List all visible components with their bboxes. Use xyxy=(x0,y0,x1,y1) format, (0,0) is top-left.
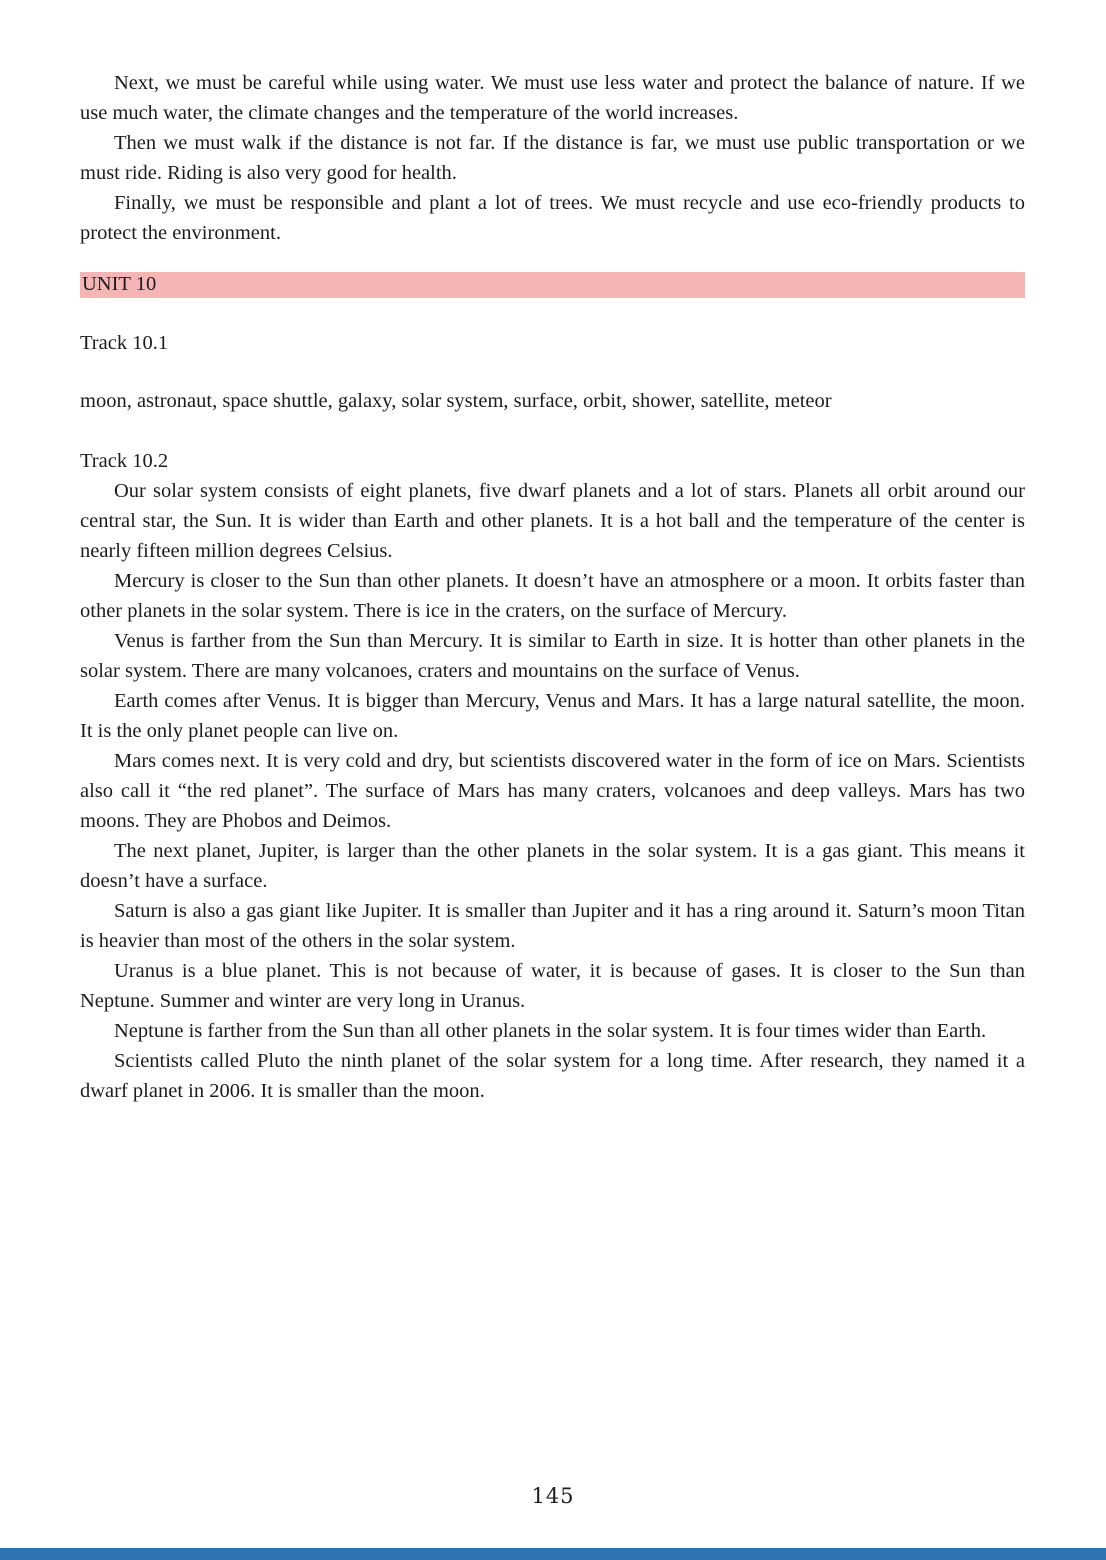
paragraph-intro-1: Next, we must be careful while using water. We must use less water and protect the balance of nature. If we use much water, the climate changes and the temperature of the world increases. xyxy=(80,72,1025,124)
paragraph-mars: Mars comes next. It is very cold and dry, but scientists discovered water in the form of ice on Mars. Scientists also call it “the red planet”. The surface of Mars has many craters, volcanoes and deep valleys. Mars has two moons. They are Phobos and Deimos. xyxy=(80,750,1025,832)
track-10-2-label: Track 10.2 xyxy=(80,450,169,472)
paragraph-mercury: Mercury is closer to the Sun than other planets. It doesn’t have an atmosphere or a moon. It orbits faster than other planets in the solar system. There is ice in the craters, on the surface of Mercury. xyxy=(80,570,1025,622)
footer-accent-bar xyxy=(0,1548,1106,1560)
paragraph-intro-3: Finally, we must be responsible and plant a lot of trees. We must recycle and use eco-friendly products to protect the environment. xyxy=(80,192,1025,244)
paragraph-saturn: Saturn is also a gas giant like Jupiter. It is smaller than Jupiter and it has a ring around it. Saturn’s moon Titan is heavier than most of the others in the solar system. xyxy=(80,900,1025,952)
paragraph-uranus: Uranus is a blue planet. This is not because of water, it is because of gases. It is closer to the Sun than Neptune. Summer and winter are very long in Uranus. xyxy=(80,960,1025,1012)
unit-header-bar xyxy=(80,272,1025,298)
unit-header-label: UNIT 10 xyxy=(82,273,157,295)
track-10-1-label: Track 10.1 xyxy=(80,332,169,354)
paragraph-jupiter: The next planet, Jupiter, is larger than the other planets in the solar system. It is a gas giant. This means it doesn’t have a surface. xyxy=(80,840,1025,892)
paragraph-intro-2: Then we must walk if the distance is not far. If the distance is far, we must use public transportation or we must ride. Riding is also very good for health. xyxy=(80,132,1025,184)
paragraph-earth: Earth comes after Venus. It is bigger than Mercury, Venus and Mars. It has a large natural satellite, the moon. It is the only planet people can live on. xyxy=(80,690,1025,742)
paragraph-pluto: Scientists called Pluto the ninth planet of the solar system for a long time. After research, they named it a dwarf planet in 2006. It is smaller than the moon. xyxy=(80,1050,1025,1102)
paragraph-solar-system: Our solar system consists of eight planets, five dwarf planets and a lot of stars. Planets all orbit around our central star, the Sun. It is wider than Earth and other planets. It is a hot ball and the temperature of the center is nearly fifteen million degrees Celsius. xyxy=(80,480,1025,562)
track-10-1-word-list: moon, astronaut, space shuttle, galaxy, solar system, surface, orbit, shower, satellite, meteor xyxy=(80,390,832,412)
paragraph-venus: Venus is farther from the Sun than Mercury. It is similar to Earth in size. It is hotter than other planets in the solar system. There are many volcanoes, craters and mountains on the surface of Venus. xyxy=(80,630,1025,682)
paragraph-neptune: Neptune is farther from the Sun than all other planets in the solar system. It is four times wider than Earth. xyxy=(114,1020,987,1042)
page-number: 145 xyxy=(531,1484,575,1508)
